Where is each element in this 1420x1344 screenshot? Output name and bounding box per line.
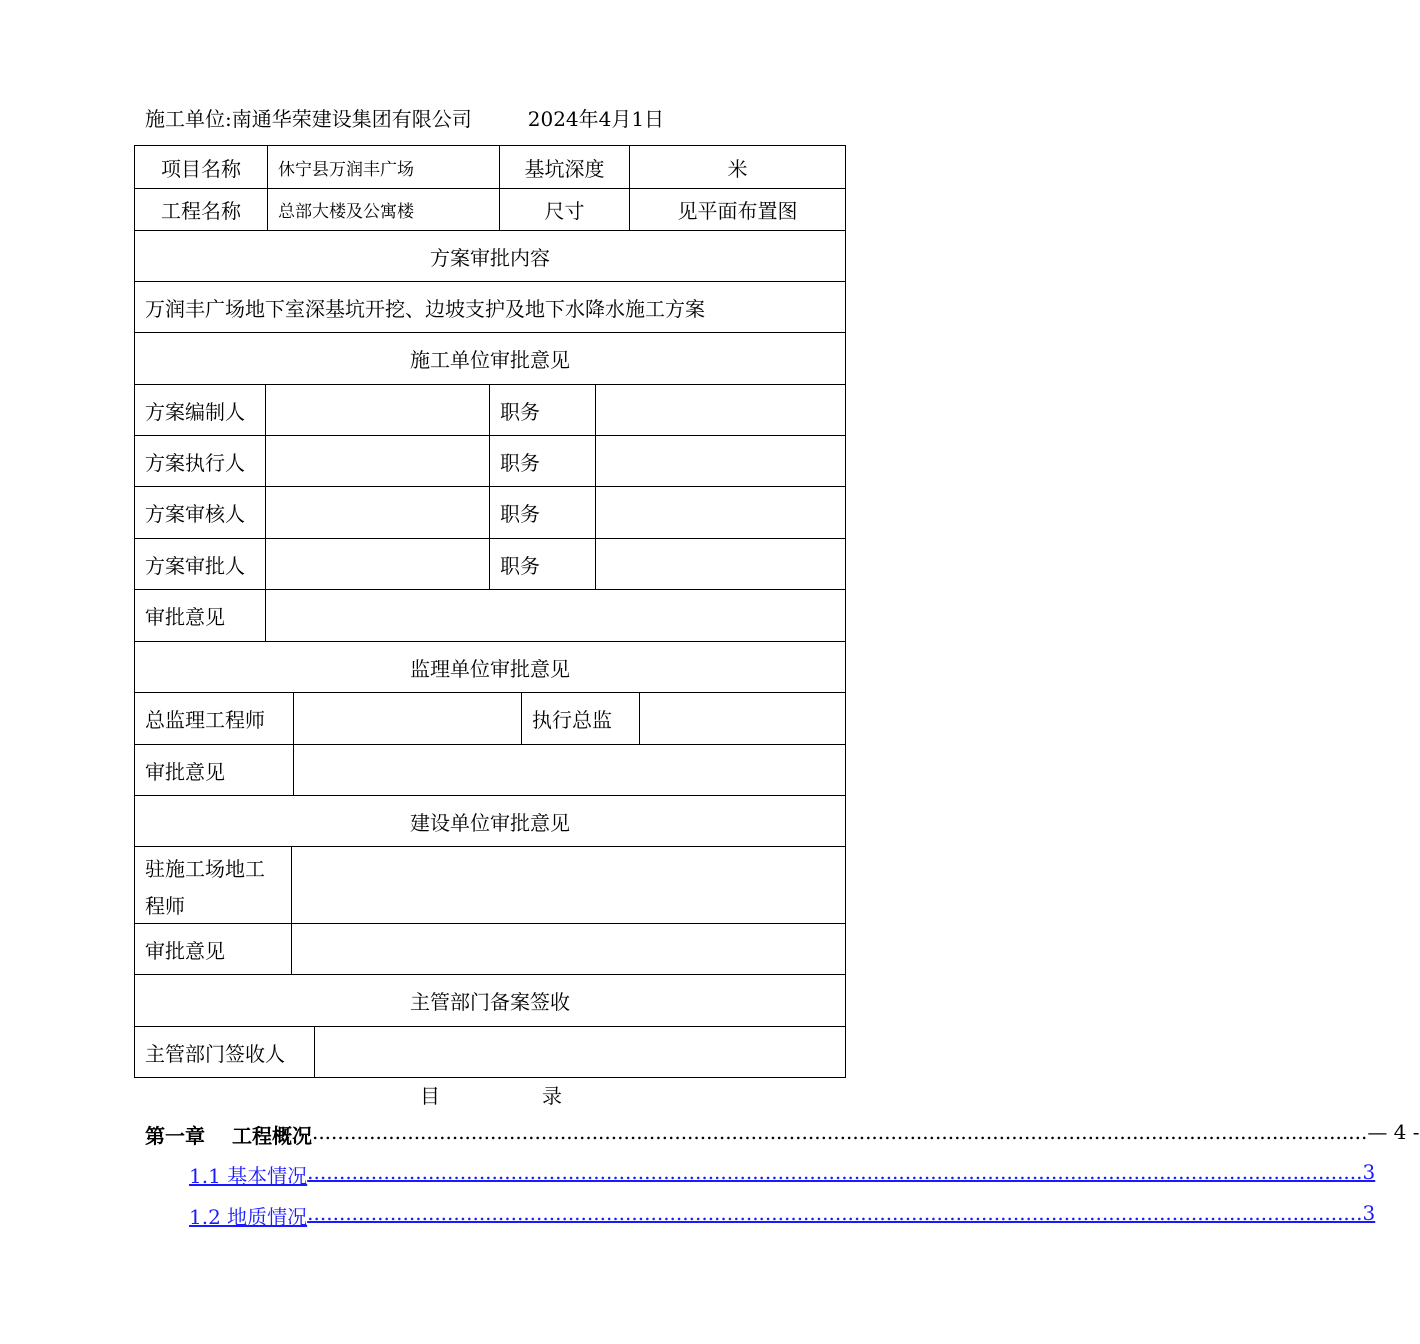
table-row (135, 539, 845, 590)
duty-value (595, 487, 845, 538)
role-value (265, 436, 489, 486)
site-engineer-value (291, 847, 845, 923)
toc-chapter-1[interactable] (145, 1120, 1420, 1149)
plan-title: 万润丰广场地下室深基坑开挖、边坡支护及地下水降水施工方案 (145, 296, 705, 321)
table-row (135, 975, 845, 1027)
table-row (135, 385, 845, 436)
approval-table (134, 145, 846, 1078)
authority-signer-label: 主管部门签收人 (145, 1042, 285, 1066)
chief-engineer-value (293, 693, 521, 744)
role-label: 方案审核人 (145, 502, 245, 526)
toc-item-page: 3 (1362, 1160, 1376, 1184)
supervision-opinion-value (293, 745, 845, 795)
opinion-label: 审批意见 (145, 605, 225, 629)
role-value (265, 487, 489, 538)
work-name-label: 工程名称 (161, 199, 241, 223)
table-row (135, 436, 845, 487)
table-row (135, 642, 845, 693)
owner-opinion-label: 审批意见 (145, 938, 225, 963)
site-engineer-label: 驻施工场地工程师 (145, 857, 265, 918)
toc-leader-dots: ...................................................................................................................................................................... (307, 1201, 1363, 1225)
supervision-opinion-label: 审批意见 (145, 759, 225, 784)
duty-value (595, 539, 845, 589)
table-row (135, 1027, 845, 1078)
construction-org: 施工单位:南通华荣建设集团有限公司 (145, 107, 472, 131)
table-row (135, 796, 845, 847)
toc-leader-dots: ...................................................................................................................................................................... (311, 1120, 1368, 1144)
opinion-value (265, 590, 845, 641)
owner-section-title: 建设单位审批意见 (410, 810, 570, 835)
project-name-value: 休宁县万润丰广场 (267, 146, 499, 188)
header-date: 2024年4月1日 (527, 107, 665, 131)
exec-supervisor-label: 执行总监 (521, 693, 639, 744)
toc-title-right: 录 (542, 1084, 562, 1108)
size-label: 尺寸 (499, 189, 629, 230)
size-value: 见平面布置图 (629, 189, 845, 230)
table-row (135, 693, 845, 745)
authority-section-title: 主管部门备案签收 (410, 990, 570, 1014)
table-row (135, 146, 845, 189)
toc-title-left: 目 (420, 1084, 440, 1108)
table-row (135, 745, 845, 796)
project-name-label: 项目名称 (161, 156, 241, 181)
toc-item-label: 1.1 基本情况 (189, 1164, 308, 1188)
authority-signer-value (314, 1027, 845, 1078)
table-row (135, 487, 845, 539)
toc-chapter-page: — 4 - (1367, 1120, 1420, 1144)
table-row (135, 231, 845, 282)
header-line (145, 103, 664, 132)
toc-leader-dots: ...................................................................................................................................................................... (307, 1160, 1363, 1184)
pit-depth-label: 基坑深度 (499, 146, 629, 188)
table-row (135, 924, 845, 975)
duty-value (595, 436, 845, 486)
role-value (265, 539, 489, 589)
construction-section-title: 施工单位审批意见 (410, 348, 570, 372)
work-name-value: 总部大楼及公寓楼 (267, 189, 499, 230)
duty-label: 职务 (489, 436, 595, 486)
exec-supervisor-value (639, 693, 845, 744)
role-label: 方案审批人 (145, 553, 245, 578)
toc-item-page: 3 (1362, 1201, 1376, 1225)
chief-engineer-label: 总监理工程师 (145, 708, 265, 732)
role-label: 方案执行人 (145, 450, 245, 475)
table-row (135, 282, 845, 333)
owner-opinion-value (291, 924, 845, 974)
toc-link-1-1[interactable] (189, 1160, 1376, 1189)
table-row (135, 847, 845, 924)
plan-section-title: 方案审批内容 (430, 245, 550, 270)
table-row (135, 333, 845, 385)
toc-link-1-2[interactable] (189, 1201, 1376, 1230)
duty-label: 职务 (489, 487, 595, 538)
pit-depth-value: 米 (629, 146, 845, 188)
role-label: 方案编制人 (145, 399, 245, 424)
duty-value (595, 385, 845, 435)
toc-chapter-label: 第一章 工程概况 (145, 1124, 312, 1148)
duty-label: 职务 (489, 385, 595, 435)
supervision-section-title: 监理单位审批意见 (410, 656, 570, 681)
table-row (135, 590, 845, 642)
role-value (265, 385, 489, 435)
table-row (135, 189, 845, 231)
duty-label: 职务 (489, 539, 595, 589)
toc-item-label: 1.2 地质情况 (189, 1205, 308, 1229)
